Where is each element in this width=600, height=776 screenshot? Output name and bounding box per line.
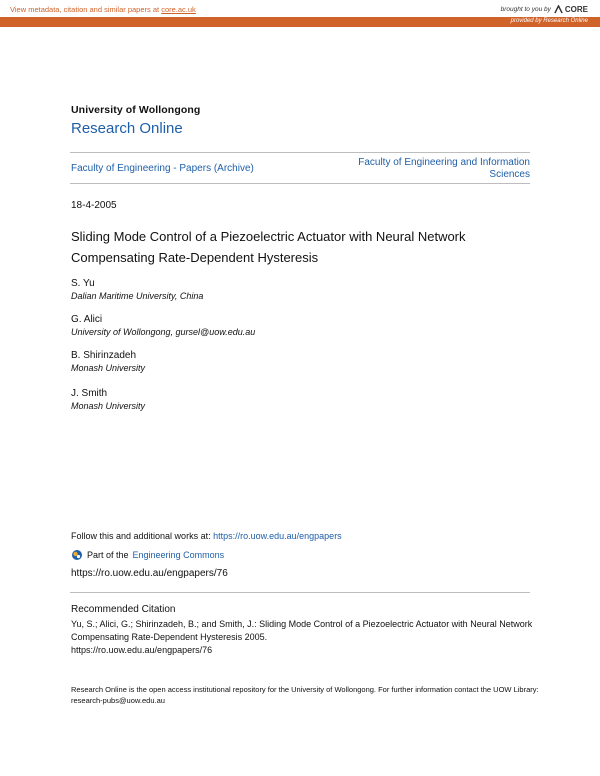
core-logo-icon [554, 5, 563, 14]
provided-by-text: provided by Research Online [510, 18, 588, 24]
author-affiliation: Dalian Maritime University, China [71, 291, 204, 301]
author-name: B. Shirinzadeh [71, 350, 137, 361]
handle-url[interactable]: https://ro.uow.edu.au/engpapers/76 [71, 568, 228, 579]
university-name: University of Wollongong [71, 104, 201, 116]
repository-footer: Research Online is the open access institutional repository for the University of Wollongong. For further information contact the UOW Library: research-pubs@uow.edu.au [71, 685, 539, 705]
collection-link-left[interactable]: Faculty of Engineering - Papers (Archive) [71, 163, 254, 174]
recommended-citation [71, 618, 541, 657]
metadata-text: View metadata, citation and similar papers at [10, 5, 160, 14]
core-ac-uk-link[interactable]: core.ac.uk [161, 5, 196, 14]
author-name: G. Alici [71, 314, 103, 325]
author-name: J. Smith [71, 388, 108, 399]
brought-to-you-by[interactable] [501, 5, 588, 14]
divider [70, 592, 530, 593]
part-of-line [71, 549, 224, 561]
author-affiliation: University of Wollongong, gursel@uow.edu.au [71, 327, 256, 337]
repository-name[interactable]: Research Online [71, 120, 183, 137]
paper-title: Sliding Mode Control of a Piezoelectric Actuator with Neural Network Compensating Rate-Dependent Hysteresis [71, 229, 466, 265]
author-block [71, 278, 203, 301]
publication-date: 18-4-2005 [71, 200, 117, 211]
author-block [71, 350, 145, 373]
author-name: S. Yu [71, 278, 95, 289]
core-logo[interactable] [554, 5, 588, 14]
core-label: CORE [564, 5, 588, 14]
recommended-citation-heading: Recommended Citation [71, 604, 176, 615]
part-of-text: Part of the [87, 550, 129, 560]
follow-line [71, 531, 342, 541]
author-affiliation: Monash University [71, 363, 146, 373]
divider [70, 183, 530, 184]
citation-text: Yu, S.; Alici, G.; Shirinzadeh, B.; and Smith, J.: Sliding Mode Control of a Piezoelectric Actuator with Neural Network Compensating Rate-Dependent Hysteresis 2005. [71, 619, 533, 642]
collection-link-right[interactable]: Faculty of Engineering and Information Sciences [358, 157, 530, 180]
citation-url[interactable]: https://ro.uow.edu.au/engpapers/76 [71, 645, 213, 655]
brought-text: brought to you by [500, 6, 551, 13]
follow-text: Follow this and additional works at: [71, 531, 211, 541]
author-affiliation: Monash University [71, 401, 146, 411]
metadata-notice[interactable] [10, 5, 196, 14]
author-block [71, 314, 255, 337]
engineering-commons-link[interactable]: Engineering Commons [132, 550, 225, 560]
engpapers-link[interactable]: https://ro.uow.edu.au/engpapers [213, 531, 342, 541]
author-block [71, 388, 145, 411]
divider [70, 152, 530, 153]
commons-network-icon [71, 549, 83, 561]
